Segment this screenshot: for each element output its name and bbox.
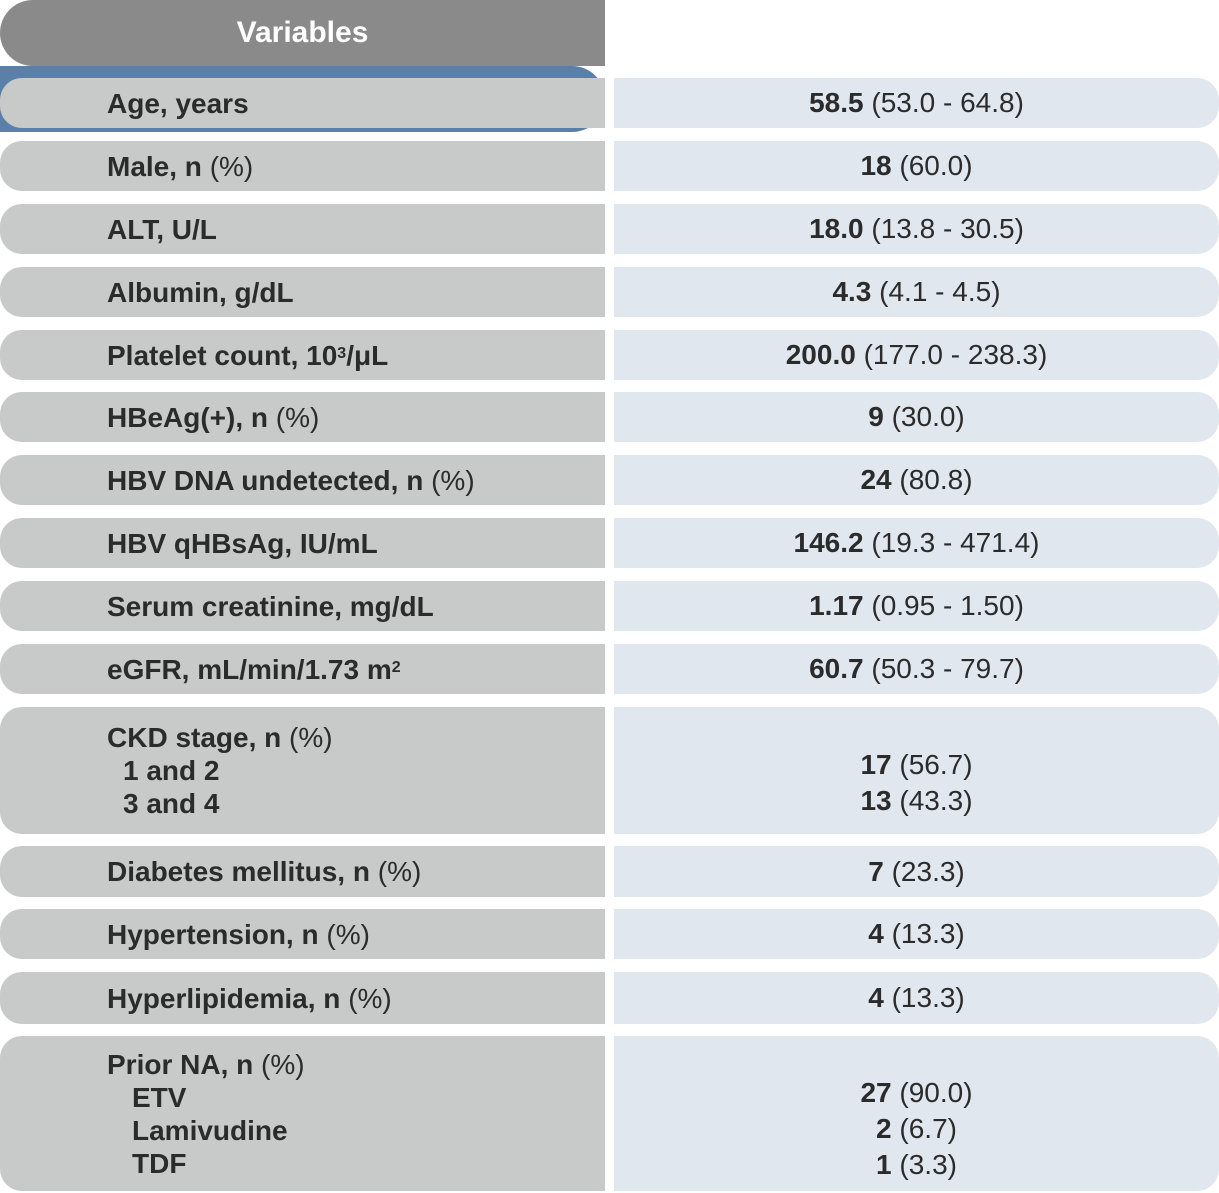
prior-na-sub-label: Lamivudine (132, 1114, 288, 1146)
row-value-prior-na: 27 (90.0) 2 (6.7) 1 (3.3) (614, 1036, 1219, 1191)
header-variables: Variables (0, 0, 605, 66)
ckd-sub-label: 3 and 4 (123, 788, 220, 819)
row-label-qhbsag: HBV qHBsAg, IU/mL (0, 518, 605, 568)
row-value-alt: 18.0 (13.8 - 30.5) (614, 204, 1219, 254)
row-value-hypertension: 4 (13.3) (614, 909, 1219, 959)
row-label-ckd-stage: CKD stage, n (%) 1 and 2 3 and 4 (0, 707, 605, 834)
row-value-hbv-dna: 24 (80.8) (614, 455, 1219, 505)
ckd-sub-label: 1 and 2 (123, 755, 220, 786)
row-value-qhbsag: 146.2 (19.3 - 471.4) (614, 518, 1219, 568)
row-label-alt: ALT, U/L (0, 204, 605, 254)
row-label-hbeag: HBeAg(+), n (%) (0, 392, 605, 442)
row-value-hyperlipidemia: 4 (13.3) (614, 972, 1219, 1024)
row-label-albumin: Albumin, g/dL (0, 267, 605, 317)
row-value-egfr: 60.7 (50.3 - 79.7) (614, 644, 1219, 694)
prior-na-sub-label: TDF (132, 1147, 187, 1179)
row-value-male: 18 (60.0) (614, 141, 1219, 191)
row-label-hyperlipidemia: Hyperlipidemia, n (%) (0, 972, 605, 1024)
row-value-diabetes: 7 (23.3) (614, 846, 1219, 897)
row-value-creatinine: 1.17 (0.95 - 1.50) (614, 581, 1219, 631)
row-value-albumin: 4.3 (4.1 - 4.5) (614, 267, 1219, 317)
row-value-hbeag: 9 (30.0) (614, 392, 1219, 442)
row-label-diabetes: Diabetes mellitus, n (%) (0, 846, 605, 897)
row-value-age: 58.5 (53.0 - 64.8) (614, 78, 1219, 128)
row-label-prior-na: Prior NA, n (%) ETV Lamivudine TDF (0, 1036, 605, 1191)
row-label-hbv-dna: HBV DNA undetected, n (%) (0, 455, 605, 505)
row-value-platelet: 200.0 (177.0 - 238.3) (614, 330, 1219, 380)
row-label-male: Male, n (%) (0, 141, 605, 191)
row-label-hypertension: Hypertension, n (%) (0, 909, 605, 959)
prior-na-sub-label: ETV (132, 1081, 187, 1113)
row-label-platelet: Platelet count, $10^3/\mu L$ (0, 330, 605, 380)
row-label-age: Age, years (0, 78, 605, 128)
row-value-ckd-stage: 17 (56.7) 13 (43.3) (614, 707, 1219, 834)
row-label-creatinine: Serum creatinine, mg/dL (0, 581, 605, 631)
row-label-egfr: eGFR, mL/min/1.73 $m^2$ (0, 644, 605, 694)
